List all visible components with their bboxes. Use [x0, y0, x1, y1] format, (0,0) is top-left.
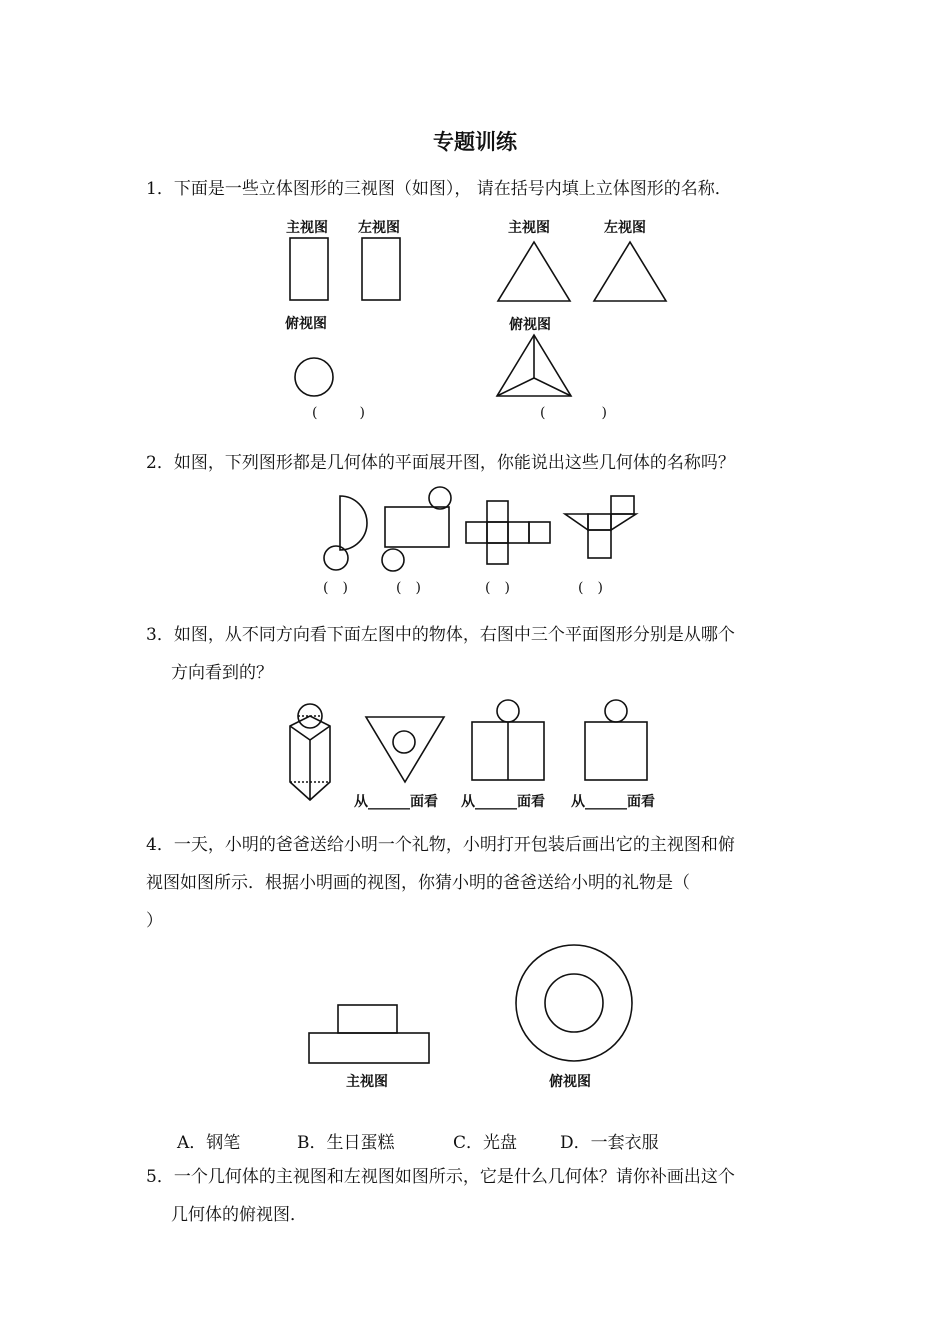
q4-front-top-rect	[338, 1005, 397, 1033]
q1-right-top-label: 俯视图	[509, 317, 551, 333]
q1-left-answer-blank: ( )	[312, 405, 365, 421]
q4-top-outer-circle	[516, 945, 632, 1061]
q2-answer-1: ( )	[323, 580, 348, 596]
question-2-text: 2．如图，下列图形都是几何体的平面展开图，你能说出这些几何体的名称吗？	[146, 453, 735, 473]
q2-answer-4: ( )	[578, 580, 603, 596]
question-1-text: 1．下面是一些立体图形的三视图（如图）， 请在括号内填上立体图形的名称．	[146, 179, 732, 199]
question-4-line-1: 4．一天，小明的爸爸送给小明一个礼物，小明打开包装后画出它的主视图和俯	[146, 835, 735, 855]
q1-right-answer-blank: ( )	[540, 405, 607, 421]
question-3-line-2: 方向看到的？	[171, 663, 273, 683]
q1-left-front-label: 主视图	[286, 220, 328, 236]
q4-choice-b: B．生日蛋糕	[297, 1133, 395, 1153]
q4-choice-d: D．一套衣服	[560, 1133, 659, 1153]
q4-front-label: 主视图	[346, 1074, 388, 1090]
page-title: 专题训练	[433, 130, 517, 154]
q1-right-front-label: 主视图	[508, 220, 550, 236]
question-3-line-1: 3．如图，从不同方向看下面左图中的物体，右图中三个平面图形分别是从哪个	[146, 625, 735, 645]
q3-view-3-label: 从______面看	[571, 794, 655, 810]
q3-view-1-label: 从______面看	[354, 794, 438, 810]
question-5-line-2: 几何体的俯视图．	[171, 1205, 307, 1225]
q2-answer-2: ( )	[396, 580, 421, 596]
q1-left-side-label: 左视图	[358, 220, 400, 236]
q2-answer-3: ( )	[485, 580, 510, 596]
question-5-line-1: 5．一个几何体的主视图和左视图如图所示，它是什么几何体？请你补画出这个	[146, 1167, 735, 1187]
question-4-line-2: 视图如图所示．根据小明画的视图，你猜小明的爸爸送给小明的礼物是（	[146, 873, 690, 893]
q4-choice-c: C．光盘	[453, 1133, 518, 1153]
q4-front-bottom-rect	[309, 1033, 429, 1063]
question-4-line-3: ）	[146, 911, 163, 931]
q4-choice-a: A．钢笔	[177, 1133, 241, 1153]
q4-top-inner-circle	[545, 974, 603, 1032]
q4-top-label: 俯视图	[549, 1074, 591, 1090]
q1-left-top-label: 俯视图	[285, 316, 327, 332]
q1-right-side-label: 左视图	[604, 220, 646, 236]
q3-view-2-label: 从______面看	[461, 794, 545, 810]
